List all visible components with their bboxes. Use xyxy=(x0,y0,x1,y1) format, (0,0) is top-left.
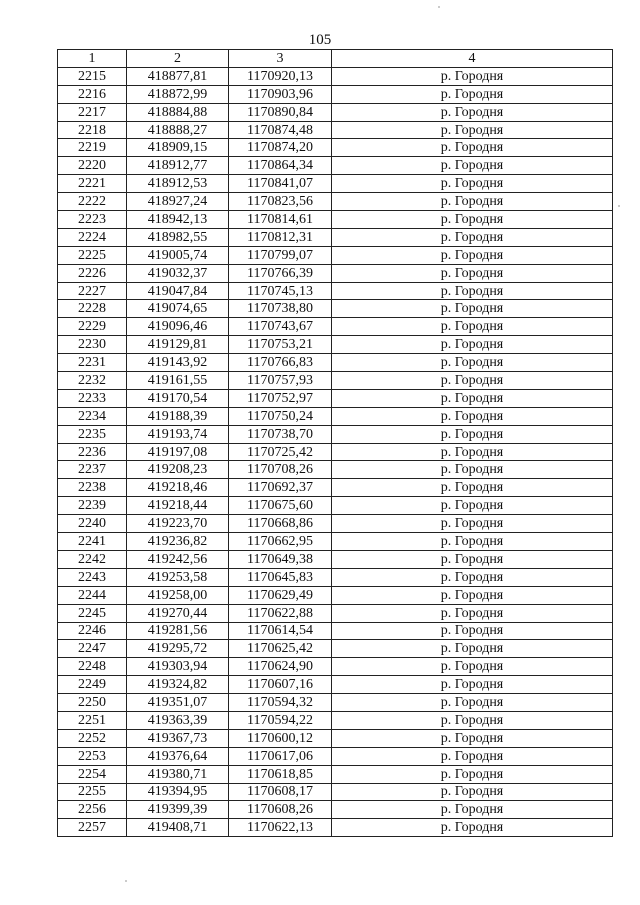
point-number-cell: 2240 xyxy=(58,515,127,533)
y-coordinate-cell: 1170649,38 xyxy=(229,550,332,568)
table-row xyxy=(58,139,613,157)
x-coordinate-cell: 418942,13 xyxy=(127,211,229,229)
y-coordinate-cell: 1170622,13 xyxy=(229,819,332,837)
table-row xyxy=(58,85,613,103)
point-number-cell: 2254 xyxy=(58,765,127,783)
point-number-cell: 2243 xyxy=(58,568,127,586)
x-coordinate-cell: 419376,64 xyxy=(127,747,229,765)
x-coordinate-cell: 419129,81 xyxy=(127,336,229,354)
header-col-3: 3 xyxy=(229,50,332,68)
description-cell: р. Городня xyxy=(332,729,613,747)
x-coordinate-cell: 418912,77 xyxy=(127,157,229,175)
table-row xyxy=(58,300,613,318)
y-coordinate-cell: 1170903,96 xyxy=(229,85,332,103)
y-coordinate-cell: 1170814,61 xyxy=(229,211,332,229)
description-cell: р. Городня xyxy=(332,586,613,604)
description-cell: р. Городня xyxy=(332,425,613,443)
table-row xyxy=(58,783,613,801)
description-cell: р. Городня xyxy=(332,515,613,533)
y-coordinate-cell: 1170617,06 xyxy=(229,747,332,765)
point-number-cell: 2241 xyxy=(58,533,127,551)
table-row xyxy=(58,765,613,783)
y-coordinate-cell: 1170874,48 xyxy=(229,121,332,139)
description-cell: р. Городня xyxy=(332,550,613,568)
description-cell: р. Городня xyxy=(332,443,613,461)
point-number-cell: 2253 xyxy=(58,747,127,765)
table-row xyxy=(58,694,613,712)
table-row xyxy=(58,246,613,264)
x-coordinate-cell: 419096,46 xyxy=(127,318,229,336)
point-number-cell: 2257 xyxy=(58,819,127,837)
x-coordinate-cell: 419363,39 xyxy=(127,711,229,729)
y-coordinate-cell: 1170622,88 xyxy=(229,604,332,622)
description-cell: р. Городня xyxy=(332,407,613,425)
point-number-cell: 2244 xyxy=(58,586,127,604)
description-cell: р. Городня xyxy=(332,246,613,264)
x-coordinate-cell: 419208,23 xyxy=(127,461,229,479)
description-cell: р. Городня xyxy=(332,139,613,157)
y-coordinate-cell: 1170874,20 xyxy=(229,139,332,157)
x-coordinate-cell: 419197,08 xyxy=(127,443,229,461)
table-row xyxy=(58,264,613,282)
y-coordinate-cell: 1170890,84 xyxy=(229,103,332,121)
table-body xyxy=(58,67,613,836)
y-coordinate-cell: 1170864,34 xyxy=(229,157,332,175)
x-coordinate-cell: 418912,53 xyxy=(127,175,229,193)
x-coordinate-cell: 419032,37 xyxy=(127,264,229,282)
y-coordinate-cell: 1170823,56 xyxy=(229,193,332,211)
point-number-cell: 2229 xyxy=(58,318,127,336)
point-number-cell: 2221 xyxy=(58,175,127,193)
table-row xyxy=(58,461,613,479)
x-coordinate-cell: 419218,46 xyxy=(127,479,229,497)
x-coordinate-cell: 419161,55 xyxy=(127,372,229,390)
x-coordinate-cell: 419236,82 xyxy=(127,533,229,551)
x-coordinate-cell: 419380,71 xyxy=(127,765,229,783)
table-row xyxy=(58,372,613,390)
y-coordinate-cell: 1170753,21 xyxy=(229,336,332,354)
x-coordinate-cell: 419188,39 xyxy=(127,407,229,425)
y-coordinate-cell: 1170600,12 xyxy=(229,729,332,747)
y-coordinate-cell: 1170745,13 xyxy=(229,282,332,300)
table-row xyxy=(58,211,613,229)
table-row xyxy=(58,67,613,85)
x-coordinate-cell: 419218,44 xyxy=(127,497,229,515)
description-cell: р. Городня xyxy=(332,67,613,85)
table-row xyxy=(58,175,613,193)
point-number-cell: 2227 xyxy=(58,282,127,300)
x-coordinate-cell: 419047,84 xyxy=(127,282,229,300)
table-row xyxy=(58,425,613,443)
table-row xyxy=(58,336,613,354)
y-coordinate-cell: 1170645,83 xyxy=(229,568,332,586)
x-coordinate-cell: 419193,74 xyxy=(127,425,229,443)
description-cell: р. Городня xyxy=(332,568,613,586)
description-cell: р. Городня xyxy=(332,640,613,658)
x-coordinate-cell: 418872,99 xyxy=(127,85,229,103)
y-coordinate-cell: 1170675,60 xyxy=(229,497,332,515)
table-row xyxy=(58,533,613,551)
x-coordinate-cell: 419399,39 xyxy=(127,801,229,819)
x-coordinate-cell: 419408,71 xyxy=(127,819,229,837)
x-coordinate-cell: 418888,27 xyxy=(127,121,229,139)
header-col-1: 1 xyxy=(58,50,127,68)
table-row xyxy=(58,282,613,300)
table-row xyxy=(58,586,613,604)
point-number-cell: 2216 xyxy=(58,85,127,103)
x-coordinate-cell: 418982,55 xyxy=(127,228,229,246)
point-number-cell: 2246 xyxy=(58,622,127,640)
description-cell: р. Городня xyxy=(332,193,613,211)
point-number-cell: 2256 xyxy=(58,801,127,819)
table-row xyxy=(58,568,613,586)
point-number-cell: 2252 xyxy=(58,729,127,747)
y-coordinate-cell: 1170629,49 xyxy=(229,586,332,604)
description-cell: р. Городня xyxy=(332,228,613,246)
x-coordinate-cell: 419295,72 xyxy=(127,640,229,658)
y-coordinate-cell: 1170757,93 xyxy=(229,372,332,390)
y-coordinate-cell: 1170841,07 xyxy=(229,175,332,193)
point-number-cell: 2249 xyxy=(58,676,127,694)
point-number-cell: 2255 xyxy=(58,783,127,801)
description-cell: р. Городня xyxy=(332,497,613,515)
point-number-cell: 2239 xyxy=(58,497,127,515)
table-row xyxy=(58,729,613,747)
point-number-cell: 2228 xyxy=(58,300,127,318)
description-cell: р. Городня xyxy=(332,318,613,336)
scan-speck xyxy=(438,6,440,8)
description-cell: р. Городня xyxy=(332,282,613,300)
y-coordinate-cell: 1170608,17 xyxy=(229,783,332,801)
description-cell: р. Городня xyxy=(332,121,613,139)
y-coordinate-cell: 1170708,26 xyxy=(229,461,332,479)
y-coordinate-cell: 1170752,97 xyxy=(229,389,332,407)
x-coordinate-cell: 419303,94 xyxy=(127,658,229,676)
description-cell: р. Городня xyxy=(332,783,613,801)
y-coordinate-cell: 1170738,70 xyxy=(229,425,332,443)
y-coordinate-cell: 1170618,85 xyxy=(229,765,332,783)
table-row xyxy=(58,801,613,819)
point-number-cell: 2217 xyxy=(58,103,127,121)
table-row xyxy=(58,676,613,694)
description-cell: р. Городня xyxy=(332,533,613,551)
description-cell: р. Городня xyxy=(332,694,613,712)
y-coordinate-cell: 1170607,16 xyxy=(229,676,332,694)
x-coordinate-cell: 419367,73 xyxy=(127,729,229,747)
x-coordinate-cell: 419242,56 xyxy=(127,550,229,568)
table-row xyxy=(58,747,613,765)
point-number-cell: 2226 xyxy=(58,264,127,282)
y-coordinate-cell: 1170743,67 xyxy=(229,318,332,336)
description-cell: р. Городня xyxy=(332,819,613,837)
description-cell: р. Городня xyxy=(332,622,613,640)
table-row xyxy=(58,604,613,622)
y-coordinate-cell: 1170625,42 xyxy=(229,640,332,658)
point-number-cell: 2232 xyxy=(58,372,127,390)
point-number-cell: 2237 xyxy=(58,461,127,479)
point-number-cell: 2251 xyxy=(58,711,127,729)
description-cell: р. Городня xyxy=(332,211,613,229)
table-row xyxy=(58,193,613,211)
description-cell: р. Городня xyxy=(332,336,613,354)
y-coordinate-cell: 1170692,37 xyxy=(229,479,332,497)
point-number-cell: 2234 xyxy=(58,407,127,425)
x-coordinate-cell: 419005,74 xyxy=(127,246,229,264)
point-number-cell: 2222 xyxy=(58,193,127,211)
y-coordinate-cell: 1170725,42 xyxy=(229,443,332,461)
table-row xyxy=(58,711,613,729)
table-header xyxy=(58,50,613,68)
y-coordinate-cell: 1170766,83 xyxy=(229,354,332,372)
description-cell: р. Городня xyxy=(332,765,613,783)
x-coordinate-cell: 419074,65 xyxy=(127,300,229,318)
y-coordinate-cell: 1170668,86 xyxy=(229,515,332,533)
table-row xyxy=(58,622,613,640)
y-coordinate-cell: 1170608,26 xyxy=(229,801,332,819)
table-row xyxy=(58,550,613,568)
point-number-cell: 2224 xyxy=(58,228,127,246)
table-row xyxy=(58,819,613,837)
table-row xyxy=(58,407,613,425)
description-cell: р. Городня xyxy=(332,103,613,121)
y-coordinate-cell: 1170920,13 xyxy=(229,67,332,85)
point-number-cell: 2223 xyxy=(58,211,127,229)
point-number-cell: 2250 xyxy=(58,694,127,712)
x-coordinate-cell: 418884,88 xyxy=(127,103,229,121)
y-coordinate-cell: 1170594,22 xyxy=(229,711,332,729)
table-row xyxy=(58,228,613,246)
point-number-cell: 2215 xyxy=(58,67,127,85)
x-coordinate-cell: 419170,54 xyxy=(127,389,229,407)
description-cell: р. Городня xyxy=(332,300,613,318)
point-number-cell: 2231 xyxy=(58,354,127,372)
description-cell: р. Городня xyxy=(332,175,613,193)
y-coordinate-cell: 1170766,39 xyxy=(229,264,332,282)
point-number-cell: 2235 xyxy=(58,425,127,443)
description-cell: р. Городня xyxy=(332,264,613,282)
point-number-cell: 2219 xyxy=(58,139,127,157)
header-row xyxy=(58,50,613,68)
table-row xyxy=(58,443,613,461)
coordinates-table xyxy=(57,49,613,837)
x-coordinate-cell: 419143,92 xyxy=(127,354,229,372)
y-coordinate-cell: 1170812,31 xyxy=(229,228,332,246)
scan-speck xyxy=(125,880,127,882)
x-coordinate-cell: 419351,07 xyxy=(127,694,229,712)
scan-speck xyxy=(618,205,620,207)
description-cell: р. Городня xyxy=(332,372,613,390)
y-coordinate-cell: 1170750,24 xyxy=(229,407,332,425)
point-number-cell: 2220 xyxy=(58,157,127,175)
table-row xyxy=(58,515,613,533)
point-number-cell: 2238 xyxy=(58,479,127,497)
table-row xyxy=(58,389,613,407)
y-coordinate-cell: 1170799,07 xyxy=(229,246,332,264)
description-cell: р. Городня xyxy=(332,676,613,694)
table-row xyxy=(58,479,613,497)
x-coordinate-cell: 419253,58 xyxy=(127,568,229,586)
x-coordinate-cell: 419223,70 xyxy=(127,515,229,533)
description-cell: р. Городня xyxy=(332,711,613,729)
description-cell: р. Городня xyxy=(332,157,613,175)
point-number-cell: 2236 xyxy=(58,443,127,461)
x-coordinate-cell: 419324,82 xyxy=(127,676,229,694)
point-number-cell: 2218 xyxy=(58,121,127,139)
y-coordinate-cell: 1170662,95 xyxy=(229,533,332,551)
table-row xyxy=(58,658,613,676)
table-row xyxy=(58,318,613,336)
description-cell: р. Городня xyxy=(332,604,613,622)
table-row xyxy=(58,640,613,658)
header-col-2: 2 xyxy=(127,50,229,68)
x-coordinate-cell: 419394,95 xyxy=(127,783,229,801)
point-number-cell: 2247 xyxy=(58,640,127,658)
description-cell: р. Городня xyxy=(332,658,613,676)
description-cell: р. Городня xyxy=(332,461,613,479)
point-number-cell: 2245 xyxy=(58,604,127,622)
description-cell: р. Городня xyxy=(332,747,613,765)
description-cell: р. Городня xyxy=(332,354,613,372)
y-coordinate-cell: 1170738,80 xyxy=(229,300,332,318)
y-coordinate-cell: 1170614,54 xyxy=(229,622,332,640)
x-coordinate-cell: 418909,15 xyxy=(127,139,229,157)
page-number: 105 xyxy=(308,32,332,48)
x-coordinate-cell: 419270,44 xyxy=(127,604,229,622)
table-row xyxy=(58,157,613,175)
header-col-4: 4 xyxy=(332,50,613,68)
point-number-cell: 2230 xyxy=(58,336,127,354)
x-coordinate-cell: 418877,81 xyxy=(127,67,229,85)
x-coordinate-cell: 419258,00 xyxy=(127,586,229,604)
table-row xyxy=(58,497,613,515)
point-number-cell: 2248 xyxy=(58,658,127,676)
x-coordinate-cell: 418927,24 xyxy=(127,193,229,211)
table-row xyxy=(58,121,613,139)
point-number-cell: 2225 xyxy=(58,246,127,264)
table-row xyxy=(58,103,613,121)
table-row xyxy=(58,354,613,372)
x-coordinate-cell: 419281,56 xyxy=(127,622,229,640)
description-cell: р. Городня xyxy=(332,85,613,103)
description-cell: р. Городня xyxy=(332,389,613,407)
y-coordinate-cell: 1170594,32 xyxy=(229,694,332,712)
description-cell: р. Городня xyxy=(332,801,613,819)
description-cell: р. Городня xyxy=(332,479,613,497)
point-number-cell: 2242 xyxy=(58,550,127,568)
y-coordinate-cell: 1170624,90 xyxy=(229,658,332,676)
point-number-cell: 2233 xyxy=(58,389,127,407)
